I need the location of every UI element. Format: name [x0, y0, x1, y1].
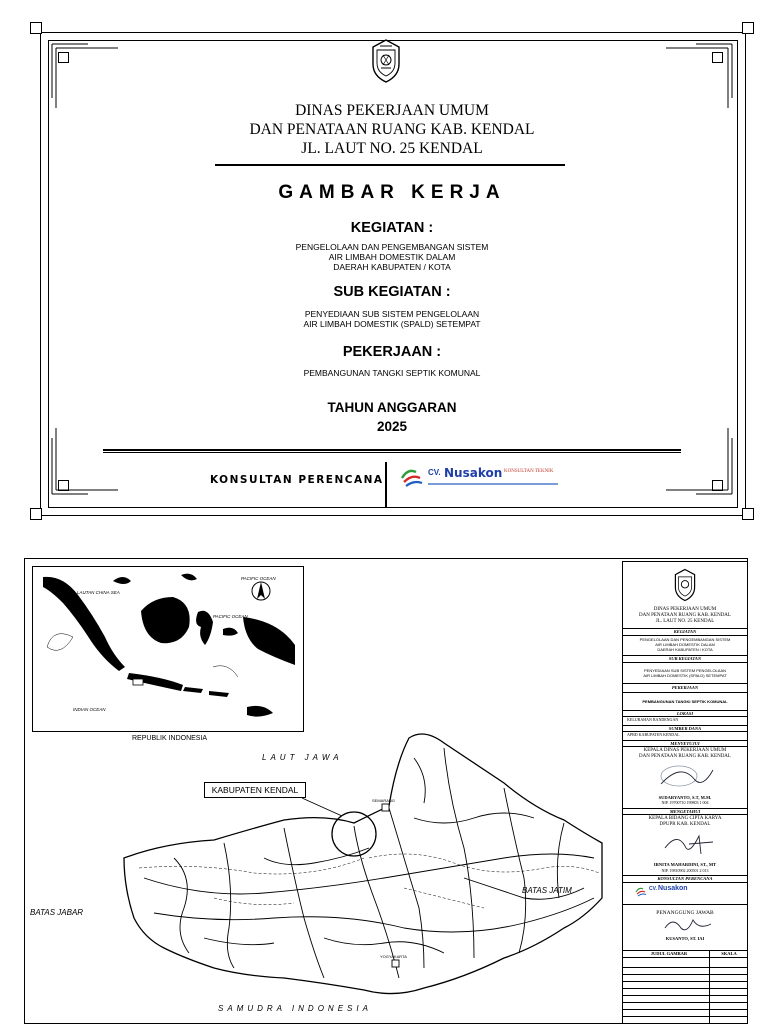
pekerjaan-value: PEMBANGUNAN TANGKI SEPTIK KOMUNAL — [303, 368, 481, 378]
inset-sea-label: LAUTAN CHINA SEA — [77, 590, 120, 595]
tb-agency-line: DAN PENATAAN RUANG KAB. KENDAL — [639, 613, 731, 618]
kegiatan-line: AIR LIMBAH DOMESTIK DALAM — [328, 252, 456, 262]
tb-pekerjaan-head: PEKERJAAN — [671, 685, 699, 690]
header-divider — [215, 164, 565, 166]
sub-kegiatan-label: SUB KEGIATAN : — [333, 284, 451, 300]
east-border-label: BATAS JATIM — [522, 886, 572, 895]
agency-name-line2: DAN PENATAAN RUANG KAB. KENDAL — [249, 121, 535, 138]
tb-lokasi-value: KELURAHAN BANDENGAN — [627, 717, 679, 722]
agency-name-line1: DINAS PEKERJAAN UMUM — [295, 102, 489, 119]
city-label-yogyakarta: YOGYAKARTA — [380, 954, 407, 959]
agency-address: JL. LAUT NO. 25 KENDAL — [301, 140, 483, 157]
tb-agency-line: DINAS PEKERJAAN UMUM — [653, 607, 717, 612]
tb-sumber-value: APBD KABUPATEN KENDAL — [627, 732, 680, 737]
tb-judul-head: JUDUL GAMBAR — [650, 951, 688, 956]
mengetahui-signature — [659, 828, 719, 860]
cover-sheet — [28, 18, 756, 520]
nusakon-logo-icon — [400, 466, 424, 488]
kabupaten-kendal-label: KABUPATEN KENDAL — [204, 782, 306, 798]
footer-divider — [103, 449, 681, 451]
tb-kegiatan-head: KEGIATAN — [673, 629, 697, 634]
tb-kegiatan-line: PENGELOLAAN DAN PENGEMBANGAN SISTEM — [639, 637, 731, 642]
tb-konsultan-head: KONSULTAN PERENCANA — [657, 876, 713, 881]
nusakon-logo-icon — [635, 886, 647, 897]
indonesia-inset-map — [32, 566, 304, 732]
tb-agency-line: JL. LAUT NO. 25 KENDAL — [655, 619, 715, 624]
consultant-logo — [400, 466, 560, 492]
tb-penanggung-head: PENANGGUNG JAWAB — [656, 910, 714, 916]
tb-mengetahui-name: IRNITA MAHARDINI, ST., MT — [653, 862, 717, 867]
tb-consultant-logo — [635, 886, 739, 900]
tb-mengetahui-line: DPUPR KAB. KENDAL — [659, 822, 711, 827]
kegiatan-line: PENGELOLAAN DAN PENGEMBANGAN SISTEM — [295, 242, 489, 252]
sea-south-label: SAMUDRA INDONESIA — [218, 1004, 372, 1013]
sub-kegiatan-line: AIR LIMBAH DOMESTIK (SPALD) SETEMPAT — [303, 319, 481, 329]
tb-skala-head: SKALA — [721, 951, 737, 956]
city-label-semarang: SEMARANG — [372, 798, 395, 803]
inset-sea-label: INDIAN OCEAN — [73, 707, 106, 712]
tb-menyetujui-nip: NIP. 19700710 199803 1 004 — [661, 800, 709, 805]
consultant-prefix: CV. — [428, 468, 441, 477]
footer-divider — [103, 452, 681, 453]
pekerjaan-label: PEKERJAAN : — [342, 344, 442, 360]
tb-consultant-name: Nusakon — [658, 885, 688, 892]
consultant-tag: KONSULTAN TEKNIK — [504, 469, 554, 474]
inset-sea-label: PACIFIC OCEAN — [213, 614, 248, 619]
title-block — [622, 561, 748, 1024]
tb-sub-line: PENYEDIAAN SUB SISTEM PENGELOLAAN — [643, 668, 727, 673]
tb-pekerjaan-value: PEMBANGUNAN TANGKI SEPTIK KOMUNAL — [642, 699, 728, 704]
tahun-value: 2025 — [376, 419, 408, 434]
kendal-emblem-icon — [368, 38, 404, 84]
tahun-label: TAHUN ANGGARAN — [327, 400, 457, 415]
inset-caption: REPUBLIK INDONESIA — [132, 735, 208, 742]
tb-menyetujui-name: SUDARYANTO, S.T, M.M. — [658, 795, 712, 800]
tb-sub-head: SUB KEGIATAN — [668, 656, 702, 661]
drawing-title: GAMBAR KERJA — [278, 182, 506, 203]
konsultan-label: KONSULTAN PERENCANA — [210, 474, 384, 486]
tb-menyetujui-head: MENYETUJUI — [670, 741, 700, 746]
kegiatan-line: DAERAH KABUPATEN / KOTA — [333, 262, 451, 272]
tb-sumber-head: SUMBER DANA — [668, 726, 702, 731]
kendal-highlight-circle — [332, 812, 376, 856]
tb-kegiatan-line: DAERAH KABUPATEN / KOTA — [657, 647, 713, 652]
tb-penanggung-name: KUSANTO, ST. IAI — [665, 936, 705, 941]
tb-kegiatan-line: AIR LIMBAH DOMESTIK DALAM — [655, 642, 715, 647]
tb-consultant-prefix: CV. — [649, 886, 657, 892]
inset-sea-label: PACIFIC OCEAN — [241, 576, 276, 581]
tb-sub-line: AIR LIMBAH DOMESTIK (SPALD) SETEMPAT — [643, 673, 727, 678]
consultant-strip — [428, 483, 558, 485]
tb-mengetahui-line: KEPALA BIDANG CIPTA KARYA — [648, 816, 722, 821]
tb-column-divider — [709, 950, 710, 1024]
sub-kegiatan-line: PENYEDIAAN SUB SISTEM PENGELOLAAN — [304, 309, 480, 319]
sea-north-label: LAUT JAWA — [262, 753, 343, 762]
konsultan-separator — [385, 462, 387, 508]
menyetujui-signature — [651, 760, 721, 794]
consultant-name: Nusakon — [444, 466, 503, 480]
tb-lokasi-head: LOKASI — [676, 711, 694, 716]
west-border-label: BATAS JABAR — [30, 908, 84, 917]
tb-menyetujui-line: DAN PENATAAN RUANG KAB. KENDAL — [639, 754, 731, 759]
kendal-emblem-icon — [671, 568, 699, 602]
tb-mengetahui-head: MENGETAHUI — [669, 809, 701, 814]
tb-mengetahui-nip: NIP. 19810902 200501 2 013 — [661, 868, 709, 873]
penanggung-signature — [659, 914, 719, 936]
kegiatan-label: KEGIATAN : — [350, 220, 434, 236]
tb-menyetujui-line: KEPALA DINAS PEKERJAAN UMUM — [643, 748, 727, 753]
